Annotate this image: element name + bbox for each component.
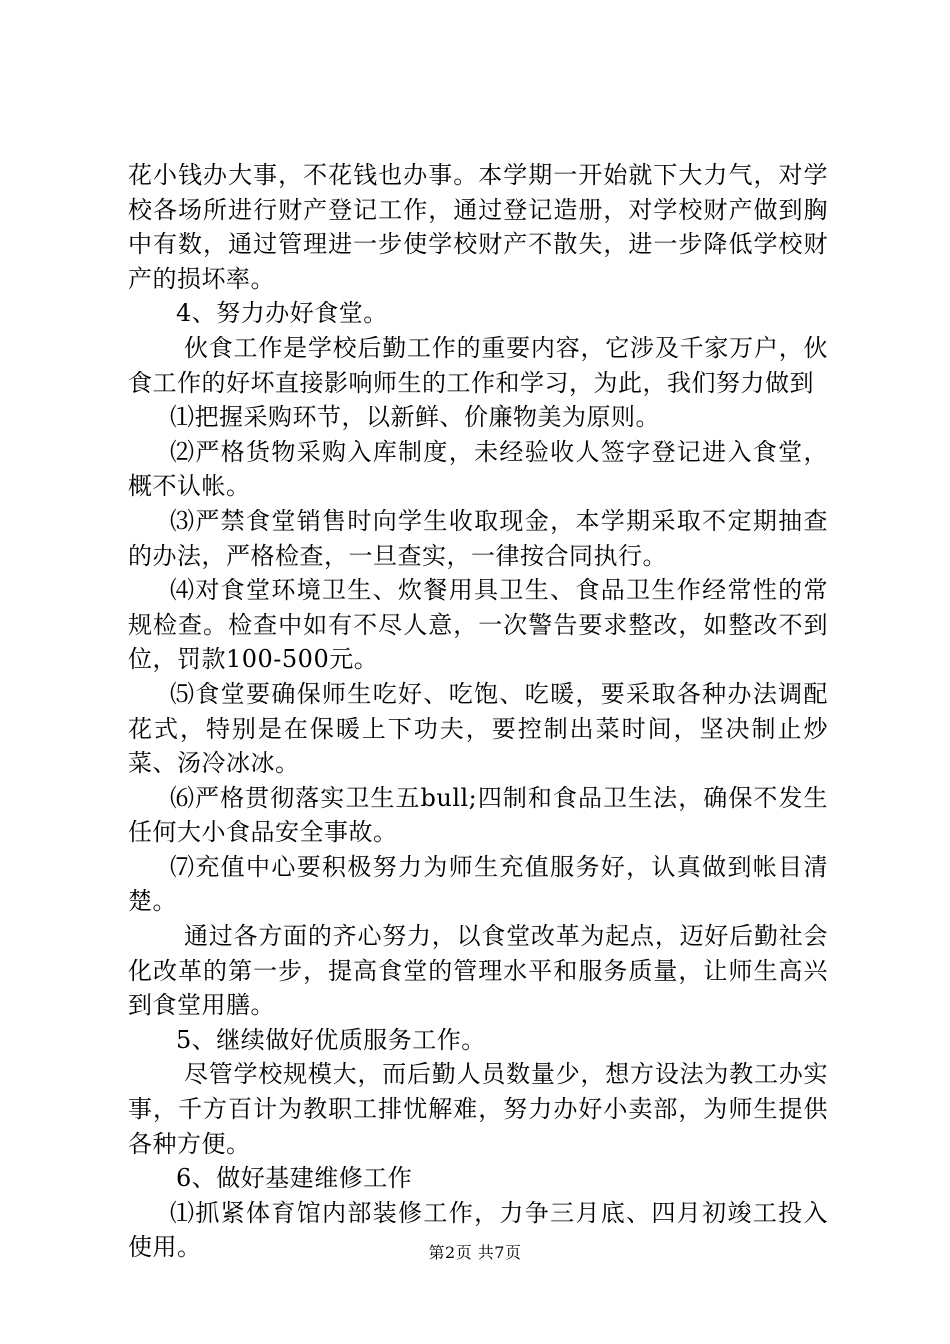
list-item-purchasing: ⑴把握采购环节，以新鲜、价廉物美为原则。 — [170, 403, 660, 432]
document-body — [128, 158, 828, 1265]
list-item-hygiene: ⑷对食堂环境卫生、炊餐用具卫生、食品卫生作经常性的常规检查。检查中如有不尽人意，一次警告要求整改，如整改不到位，罚款100-500元。 — [128, 576, 828, 674]
list-item-recharge: ⑺充值中心要积极努力为师生充值服务好，认真做到帐目清楚。 — [128, 852, 828, 916]
paragraph-continuation: 花小钱办大事，不花钱也办事。本学期一开始就下大力气，对学校各场所进行财产登记工作，通过登记造册，对学校财产做到胸中有数，通过管理进一步使学校财产不散失，进一步降低学校财产的损坏率。 — [128, 161, 828, 293]
paragraph-canteen-summary: 通过各方面的齐心努力，以食堂改革为起点，迈好后勤社会化改革的第一步，提高食堂的管理水平和服务质量，让师生高兴到食堂用膳。 — [128, 922, 828, 1020]
list-item-gym-renovation: ⑴抓紧体育馆内部装修工作，力争三月底、四月初竣工投入使用。 — [128, 1198, 828, 1262]
page-number-footer: 第2页 共7页 — [428, 1243, 522, 1262]
list-item-meals: ⑸食堂要确保师生吃好、吃饱、吃暖，要采取各种办法调配花式，特别是在保暖上下功夫，要控制出菜时间，坚决制止炒菜、汤冷冰冰。 — [128, 679, 828, 778]
section-heading-construction: 6、做好基建维修工作 — [176, 1164, 413, 1193]
paragraph-service: 尽管学校规模大，而后勤人员数量少，想方设法为教工办实事，千方百计为教职工排忧解难，努力办好小卖部，为师生提供各种方便。 — [128, 1060, 828, 1158]
section-heading-service: 5、继续做好优质服务工作。 — [176, 1025, 486, 1054]
list-item-storage: ⑵严格货物采购入库制度，未经验收人签字登记进入食堂，概不认帐。 — [128, 437, 828, 501]
list-item-food-safety: ⑹严格贯彻落实卫生五bull;四制和食品卫生法，确保不发生任何大小食品安全事故。 — [128, 783, 828, 847]
paragraph-canteen-intro: 伙食工作是学校后勤工作的重要内容，它涉及千家万户，伙食工作的好坏直接影响师生的工作和学习，为此，我们努力做到 — [128, 333, 828, 397]
list-item-cash: ⑶严禁食堂销售时向学生收取现金，本学期采取不定期抽查的办法，严格检查，一旦查实，一律按合同执行。 — [128, 506, 828, 570]
section-heading-canteen: 4、努力办好食堂。 — [176, 299, 388, 328]
